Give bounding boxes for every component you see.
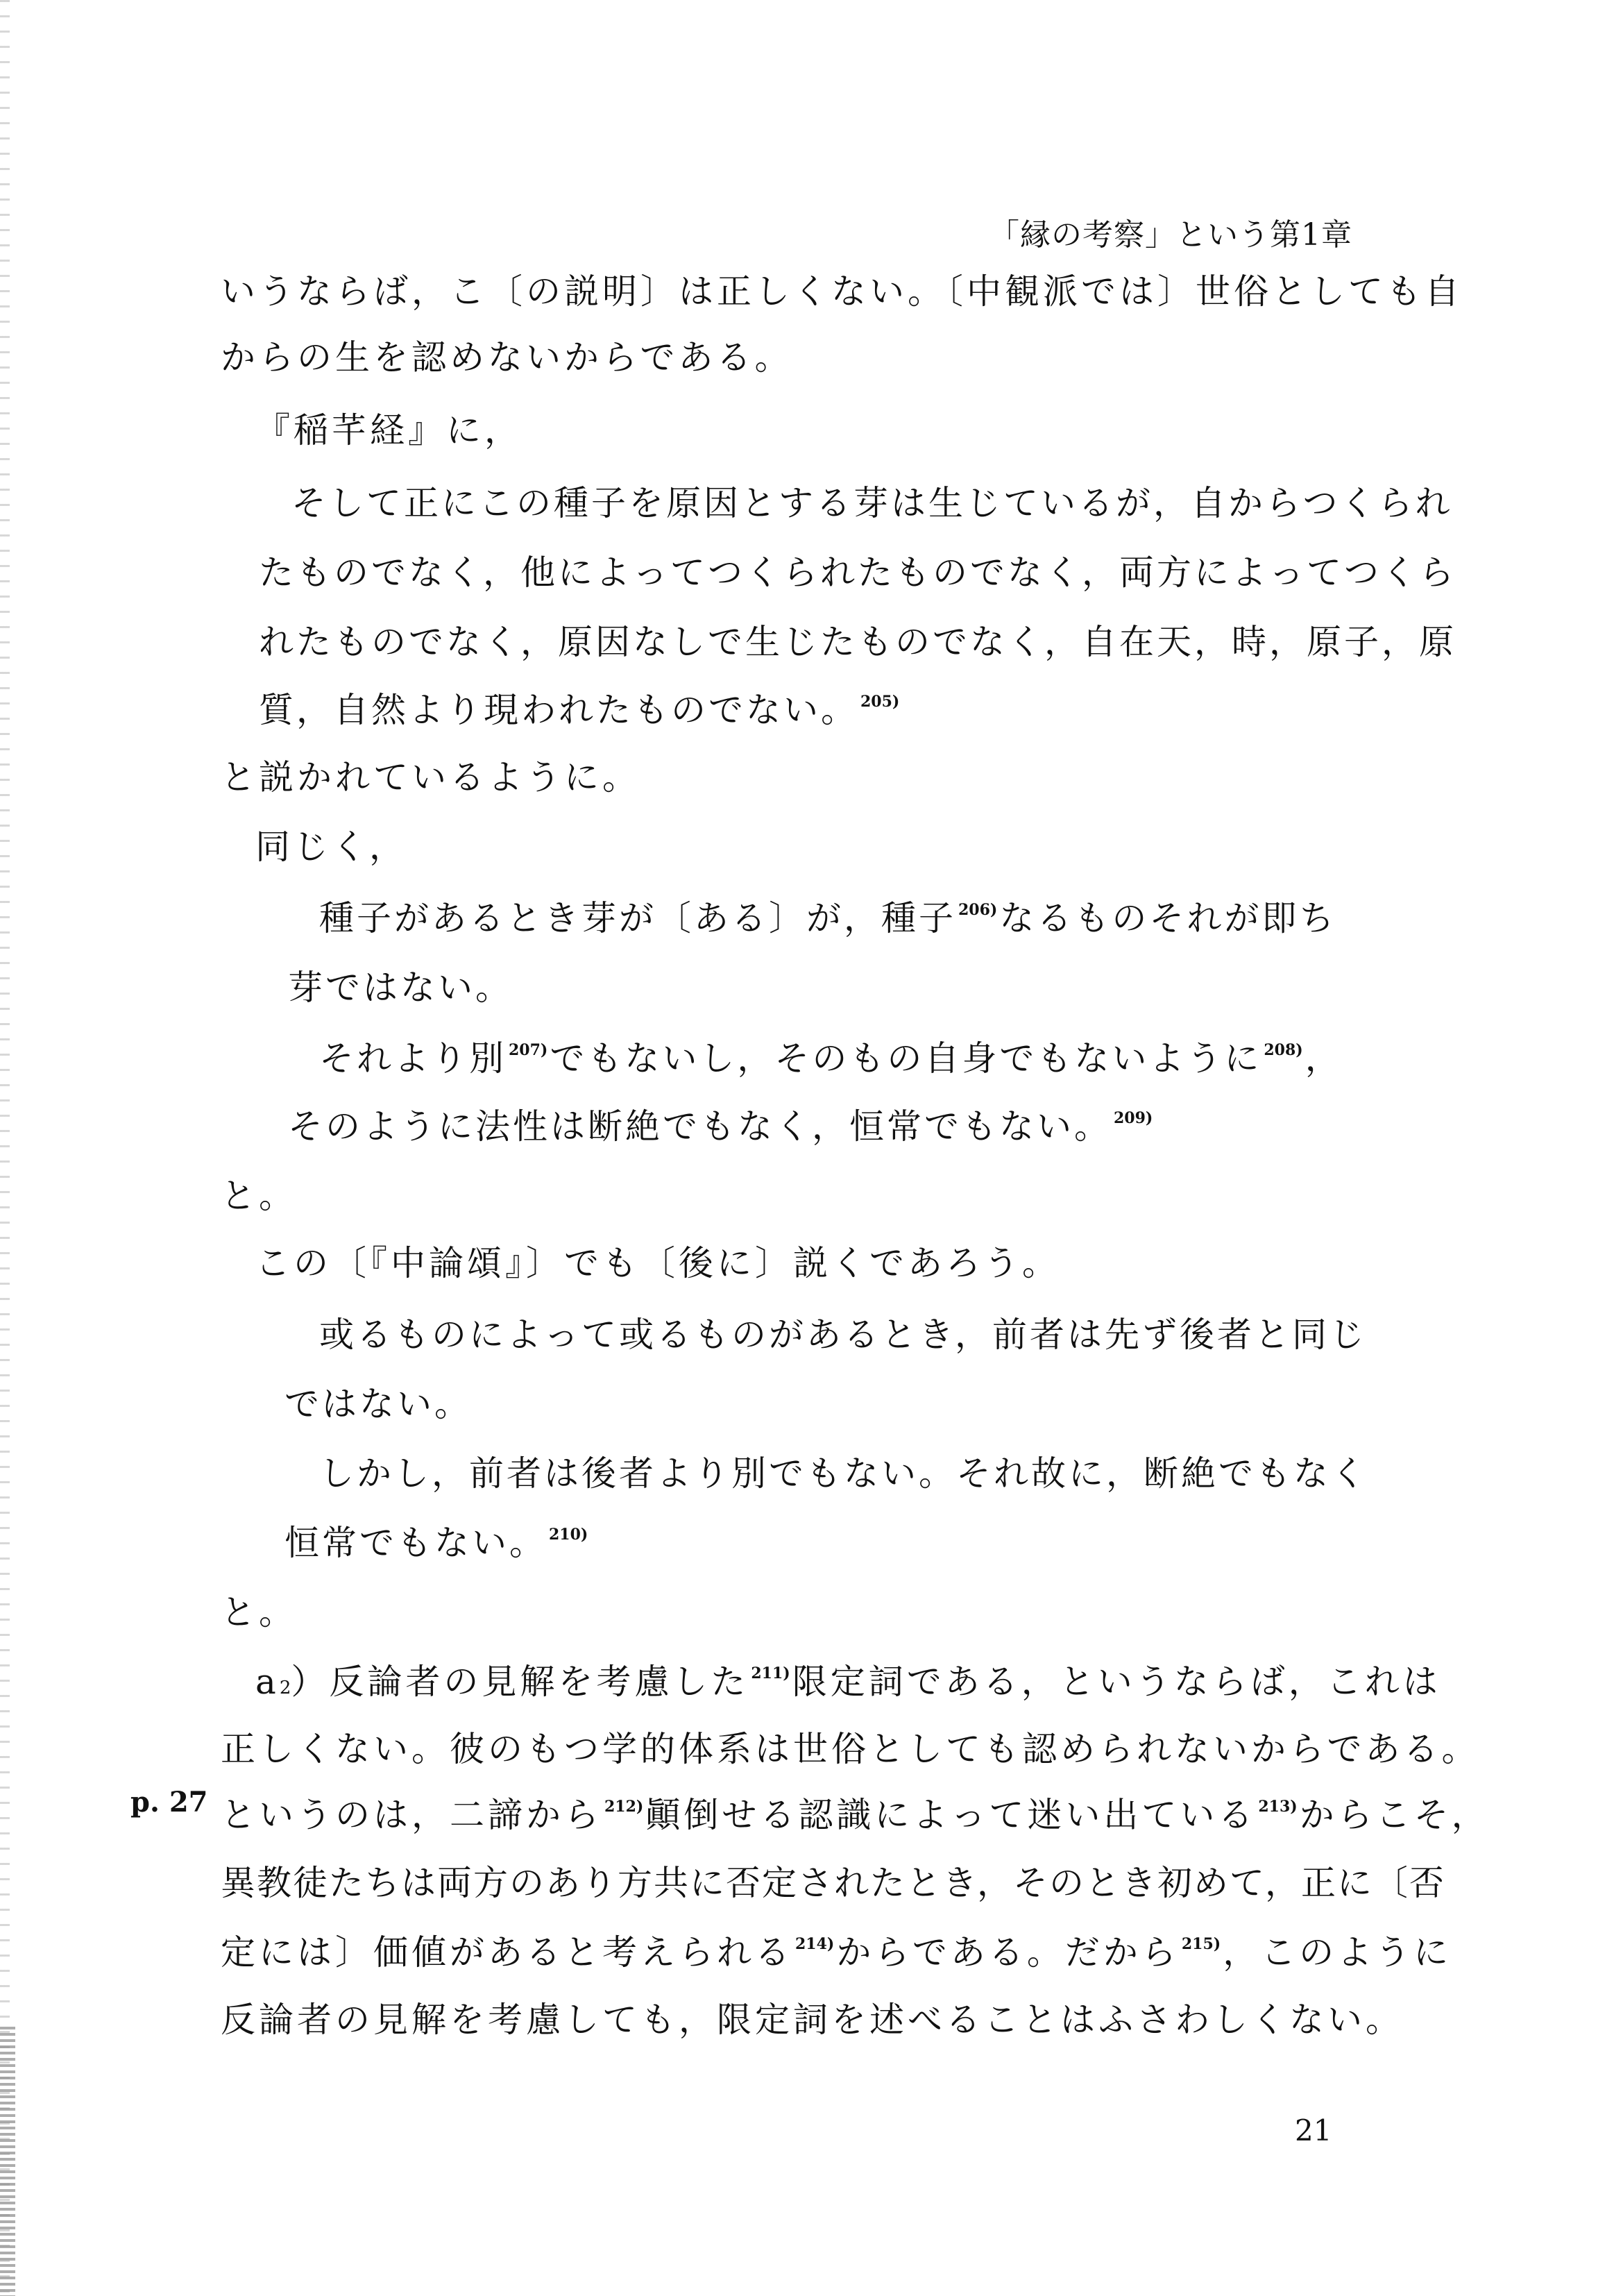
paragraph-text: からである。だから — [836, 1932, 1180, 1973]
verse-line: しかし，前者は後者より別でもない。それ故に，断絶でもなく — [319, 1453, 1368, 1494]
verse-text: でもないし，そのもの自身でもないように — [550, 1038, 1262, 1079]
paragraph-line — [221, 1795, 1490, 1835]
paragraph-line: いうならば，こ〔の説明〕は正しくない。〔中観派では〕世俗としても自 — [221, 271, 1463, 312]
quote-line: れたものでなく，原因なしで生じたものでなく，自在天，時，原子，原 — [259, 622, 1456, 662]
paragraph-text: からこそ， — [1299, 1795, 1490, 1835]
verse-text: 種子があるとき芽が〔ある〕が，種子 — [319, 898, 956, 938]
footnote-ref: 212) — [604, 1798, 644, 1816]
scan-edge-noise — [0, 2027, 15, 2296]
footnote-ref: 207) — [509, 1041, 548, 1059]
paragraph-text: というのは，二諦から — [221, 1795, 602, 1835]
paragraph-line: からの生を認めないからである。 — [221, 337, 793, 378]
paragraph-line: 異教徒たちは両方のあり方共に否定されたとき，そのとき初めて，正に〔否 — [221, 1863, 1445, 1903]
verse-line — [319, 1038, 1343, 1079]
verse-line — [319, 898, 1337, 938]
verse-text: そのように法性は断絶でもなく，恒常でもない。 — [288, 1106, 1112, 1147]
margin-page-reference: p. 27 — [130, 1786, 208, 1818]
footnote-ref: 209) — [1114, 1109, 1153, 1127]
paragraph-line: と説かれているように。 — [221, 757, 640, 797]
footnote-ref: 210) — [549, 1526, 588, 1544]
quote-line: たものでなく，他によってつくられたものでなく，両方によってつくら — [259, 552, 1456, 593]
footnote-ref: 205) — [860, 693, 900, 711]
paragraph-line: と。 — [221, 1176, 297, 1216]
verse-line: ではない。 — [284, 1384, 472, 1424]
footnote-ref: 208) — [1264, 1041, 1303, 1059]
footnote-ref: 211) — [751, 1664, 790, 1682]
footnote-ref: 213) — [1258, 1798, 1298, 1816]
verse-line: 芽ではない。 — [288, 968, 513, 1008]
verse-text: ， — [1305, 1038, 1343, 1079]
footnote-ref: 206) — [958, 901, 998, 919]
paragraph-text: 定には〕価値があると考えられる — [221, 1932, 793, 1973]
item-label-subscript: 2 — [279, 1678, 291, 1698]
paragraph-line — [221, 1932, 1452, 1973]
paragraph-line: 『稲芊経』に， — [255, 410, 522, 450]
paragraph-text: ，このように — [1223, 1932, 1452, 1973]
paragraph-line: 同じく， — [255, 827, 407, 867]
scan-edge-marks — [0, 0, 10, 2296]
paragraph-text: ）反論者の見解を考慮した — [291, 1662, 749, 1702]
footnote-ref: 215) — [1181, 1935, 1221, 1953]
item-label: a — [255, 1662, 280, 1702]
footnote-ref: 214) — [795, 1935, 835, 1953]
paragraph-text: 限定詞である，というならば，これは — [792, 1662, 1441, 1702]
verse-text: それより別 — [319, 1038, 507, 1079]
paragraph-text: 顚倒せる認識によって迷い出ている — [645, 1795, 1257, 1835]
paragraph-line: 反論者の見解を考慮しても，限定詞を述べることはふさわしくない。 — [221, 2000, 1404, 2040]
verse-line — [284, 1523, 590, 1563]
verse-line: 或るものによって或るものがあるとき，前者は先ず後者と同じ — [319, 1315, 1367, 1355]
paragraph-line: この〔『中論頌』〕でも〔後に〕説くであろう。 — [255, 1243, 1060, 1283]
quote-text: 質，自然より現われたものでない。 — [259, 690, 858, 730]
quote-line: そして正にこの種子を原因とする芽は生じているが，自からつくられ — [291, 483, 1453, 523]
page-number: 21 — [1295, 2113, 1332, 2147]
verse-text: 恒常でもない。 — [284, 1523, 547, 1563]
running-header: 「縁の考察」という第1章 — [989, 217, 1352, 253]
paragraph-line: 正しくない。彼のもつ学的体系は世俗としても認められないからである。 — [221, 1729, 1480, 1769]
verse-line — [288, 1106, 1155, 1147]
paragraph-line: と。 — [221, 1592, 297, 1632]
quote-line — [259, 690, 901, 730]
verse-text: なるものそれが即ち — [999, 898, 1337, 938]
paragraph-line — [255, 1662, 1441, 1702]
